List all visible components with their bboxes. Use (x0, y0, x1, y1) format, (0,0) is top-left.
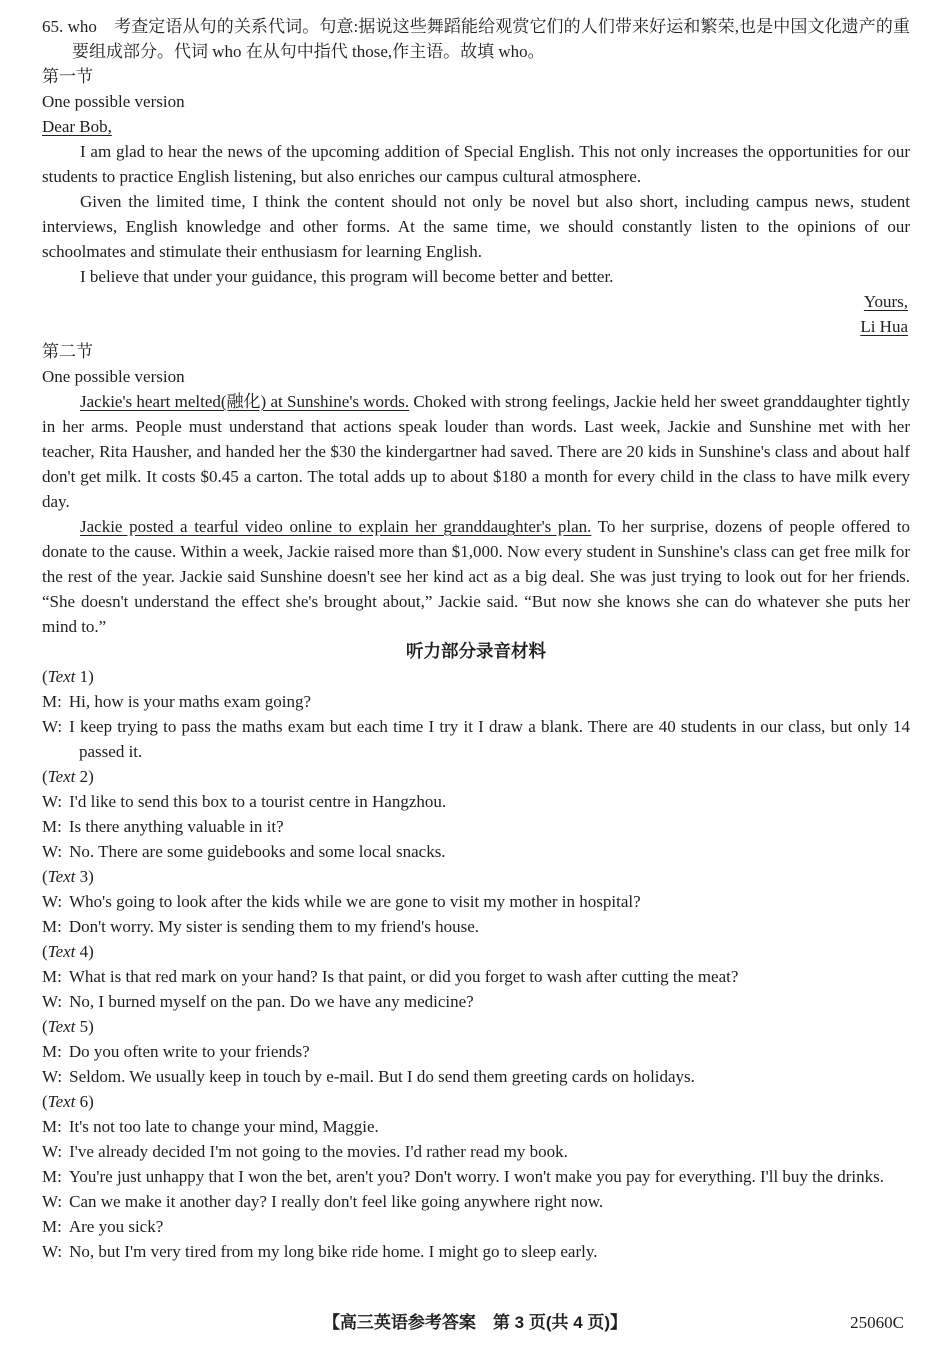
speaker-label: W: (42, 992, 63, 1011)
speaker-label: W: (42, 717, 63, 736)
speaker-label: M: (42, 1217, 62, 1236)
letter-signoff-name-line (42, 314, 910, 339)
speaker-label: W: (42, 1192, 63, 1211)
letter-signoff-name: Li Hua (860, 317, 908, 336)
speaker-label: W: (42, 842, 63, 861)
speaker-label: W: (42, 1242, 63, 1261)
text-6-label: (Text 6) (42, 1092, 94, 1111)
question-65-explanation: 65. who 考查定语从句的关系代词。句意:据说这些舞蹈能给观赏它们的人们带来好运和繁荣,也是中国文化遗产的重要组成部分。代词 who 在从句中指代 those,作主语。故填 who。 (42, 17, 910, 61)
section1-heading: 第一节 (42, 67, 93, 86)
letter-signoff-yours: Yours, (863, 292, 908, 311)
dialogue-text: Is there anything valuable in it? (68, 817, 284, 836)
dialogue-line (42, 714, 910, 764)
dialogue-line (42, 789, 910, 814)
speaker-label: M: (42, 917, 62, 936)
dialogue-line (42, 914, 910, 939)
dialogue-line (42, 814, 910, 839)
section2-version-label: One possible version (42, 367, 185, 386)
essay-paragraph-1-body: Choked with strong feelings, Jackie held her sweet granddaughter tightly in her arms. People must understand that actions speak louder than words. Last week, Jackie and Sunshine met with her teacher, Rita Hausher, and handed her the $30 the kindergartner had saved. There are 20 kids in Sunshine's class and about half don't get milk. It costs $0.45 a carton. The total adds up to about $180 a month for every child in the class to have milk every day. (42, 392, 910, 511)
dialogue-line (42, 1064, 910, 1089)
dialogue-text: I'd like to send this box to a tourist centre in Hangzhou. (69, 792, 447, 811)
letter-salutation-line (42, 114, 910, 139)
dialogue-text: I keep trying to pass the maths exam but each time I try it I draw a blank. There are 40 students in our class, but only 14 passed it. (69, 717, 910, 761)
page-footer: 【高三英语参考答案 第 3 页(共 4 页)】 (322, 1313, 628, 1332)
letter-salutation: Dear Bob, (42, 117, 112, 136)
dialogue-line (42, 964, 910, 989)
dialogue-line (42, 1114, 910, 1139)
section1-version-label: One possible version (42, 92, 185, 111)
text-2-label: (Text 2) (42, 767, 94, 786)
essay-paragraph-1-underlined-sentence: Jackie's heart melted(融化) at Sunshine's words. (80, 392, 410, 411)
dialogue-text: You're just unhappy that I won the bet, aren't you? Don't worry. I won't make you pay for everything. I'll buy the drinks. (68, 1167, 884, 1186)
dialogue-line (42, 1239, 910, 1264)
speaker-label: W: (42, 1142, 63, 1161)
speaker-label: M: (42, 1117, 62, 1136)
dialogue-text: Do you often write to your friends? (68, 1042, 310, 1061)
speaker-label: W: (42, 892, 63, 911)
section2-heading: 第二节 (42, 342, 93, 361)
speaker-label: M: (42, 692, 62, 711)
letter-signoff-yours-line (42, 289, 910, 314)
dialogue-line (42, 989, 910, 1014)
dialogue-text: No, I burned myself on the pan. Do we have any medicine? (69, 992, 474, 1011)
speaker-label: M: (42, 1042, 62, 1061)
dialogue-line (42, 1164, 910, 1189)
paper-code: 25060C (850, 1313, 904, 1332)
dialogue-line (42, 1139, 910, 1164)
dialogue-text: Seldom. We usually keep in touch by e-mail. But I do send them greeting cards on holidays. (69, 1067, 695, 1086)
speaker-label: M: (42, 967, 62, 986)
essay-paragraph-2-underlined-sentence: Jackie posted a tearful video online to explain her granddaughter's plan. (80, 517, 592, 536)
essay-paragraph-2 (42, 514, 910, 639)
text-1-label: (Text 1) (42, 667, 94, 686)
dialogue-text: Hi, how is your maths exam going? (68, 692, 312, 711)
speaker-label: W: (42, 792, 63, 811)
dialogue-text: Are you sick? (68, 1217, 164, 1236)
text-3-label: (Text 3) (42, 867, 94, 886)
dialogue-text: No. There are some guidebooks and some local snacks. (69, 842, 446, 861)
letter-paragraph-3: I believe that under your guidance, this program will become better and better. (80, 267, 614, 286)
dialogue-line (42, 689, 910, 714)
essay-paragraph-2-body: To her surprise, dozens of people offered to donate to the cause. Within a week, Jackie raised more than $1,000. Now every student in Sunshine's class can get free milk for the rest of the year. Jackie said Sunshine doesn't see her kind act as a big deal. She was just trying to look out for her friends. “She doesn't understand the effect she's brought about,” Jackie said. “But now she knows she can do whatever she puts her mind to.” (42, 517, 911, 636)
dialogue-text: What is that red mark on your hand? Is that paint, or did you forget to wash after cutting the meat? (68, 967, 739, 986)
dialogue-line (42, 889, 910, 914)
essay-paragraph-1 (42, 389, 910, 514)
letter-paragraph-1: I am glad to hear the news of the upcoming addition of Special English. This not only increases the opportunities for our students to practice English listening, but also enriches our campus cultural atmosphere. (42, 142, 910, 186)
dialogue-line (42, 839, 910, 864)
dialogue-text: No, but I'm very tired from my long bike ride home. I might go to sleep early. (69, 1242, 598, 1261)
listening-materials-heading: 听力部分录音材料 (406, 641, 546, 661)
dialogue-text: Who's going to look after the kids while we are gone to visit my mother in hospital? (69, 892, 641, 911)
speaker-label: M: (42, 817, 62, 836)
dialogue-line (42, 1039, 910, 1064)
dialogue-line (42, 1214, 910, 1239)
dialogue-text: Can we make it another day? I really don't feel like going anywhere right now. (69, 1192, 604, 1211)
speaker-label: W: (42, 1067, 63, 1086)
letter-paragraph-2: Given the limited time, I think the content should not only be novel but also short, including campus news, student interviews, English knowledge and other forms. At the same time, we should constantly listen to the opinions of our schoolmates and stimulate their enthusiasm for learning English. (42, 192, 910, 261)
speaker-label: M: (42, 1167, 62, 1186)
dialogue-line (42, 1189, 910, 1214)
dialogue-text: It's not too late to change your mind, Maggie. (68, 1117, 379, 1136)
dialogue-text: I've already decided I'm not going to the movies. I'd rather read my book. (69, 1142, 568, 1161)
dialogue-text: Don't worry. My sister is sending them to my friend's house. (68, 917, 479, 936)
text-5-label: (Text 5) (42, 1017, 94, 1036)
text-4-label: (Text 4) (42, 942, 94, 961)
